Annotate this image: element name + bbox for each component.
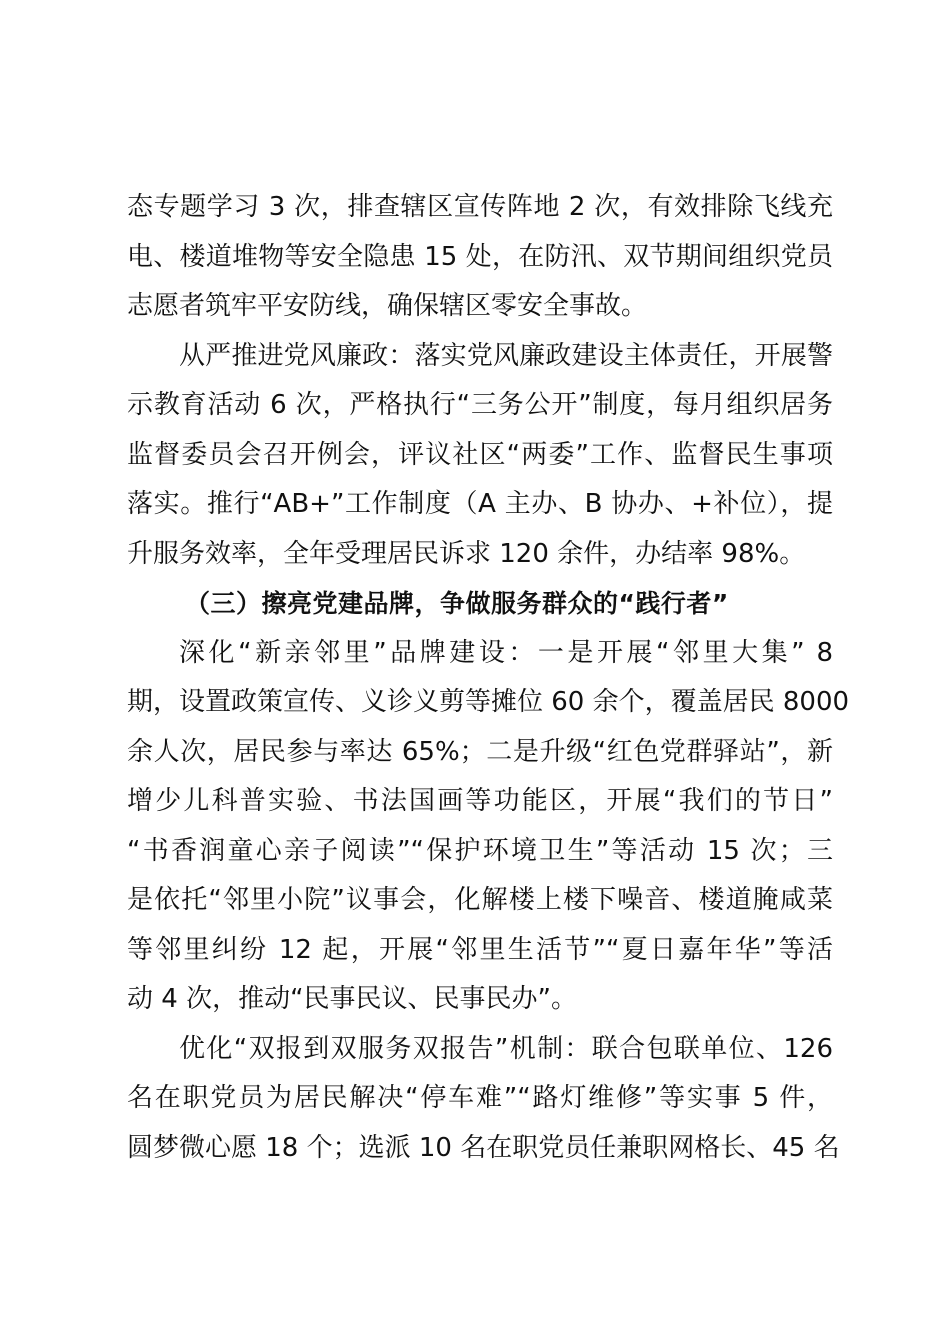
text-line: 余人次，居民参与率达 65%；二是升级“红色党群驿站”，新 — [127, 736, 833, 767]
text-line: 从严推进党风廉政：落实党风廉政建设主体责任，开展警 — [179, 340, 833, 371]
text-line: 动 4 次，推动“民事民议、民事民办”。 — [127, 984, 578, 1014]
text-line: 名在职党员为居民解决“停车难”“路灯维修”等实事 5 件， — [127, 1083, 833, 1113]
text-line: “书香润童心亲子阅读”“保护环境卫生”等活动 15 次；三 — [127, 835, 833, 866]
text-line: 落实。推行“AB+”工作制度（A 主办、B 协办、+补位），提 — [127, 489, 833, 519]
paragraph-party-integrity — [127, 332, 833, 580]
paragraph-dual-report-mechanism — [127, 1025, 840, 1174]
text-line: 电、楼道堆物等安全隐患 15 处，在防汛、双节期间组织党员 — [127, 241, 833, 272]
text-line: 增少儿科普实验、书法国画等功能区，开展“我们的节日” — [127, 786, 833, 816]
text-line: 示教育活动 6 次，严格执行“三务公开”制度，每月组织居务 — [127, 390, 833, 420]
text-line: 优化“双报到双服务双报告”机制：联合包联单位、126 — [179, 1033, 833, 1064]
text-line: 升服务效率，全年受理居民诉求 120 余件，办结率 98%。 — [127, 538, 806, 569]
text-line: 等邻里纠纷 12 起，开展“邻里生活节”“夏日嘉年华”等活 — [127, 934, 833, 965]
text-line: 监督委员会召开例会，评议社区“两委”工作、监督民生事项 — [127, 439, 833, 470]
text-line: 是依托“邻里小院”议事会，化解楼上楼下噪音、楼道腌咸菜 — [127, 885, 833, 915]
paragraph-safety-continued — [127, 183, 833, 332]
text-line: 志愿者筑牢平安防线，确保辖区零安全事故。 — [127, 291, 648, 321]
document-page — [127, 183, 850, 1173]
text-line: 圆梦微心愿 18 个；选派 10 名在职党员任兼职网格长、45 名 — [127, 1132, 840, 1163]
section-heading: （三）擦亮党建品牌，争做服务群众的“践行者” — [185, 589, 729, 618]
text-line: 深化“新亲邻里”品牌建设：一是开展“邻里大集” 8 — [179, 637, 833, 668]
paragraph-neighborhood-brand — [127, 629, 850, 1025]
text-line: 期，设置政策宣传、义诊义剪等摊位 60 余个，覆盖居民 8000 — [127, 687, 850, 717]
text-line: 态专题学习 3 次，排查辖区宣传阵地 2 次，有效排除飞线充 — [127, 192, 833, 222]
